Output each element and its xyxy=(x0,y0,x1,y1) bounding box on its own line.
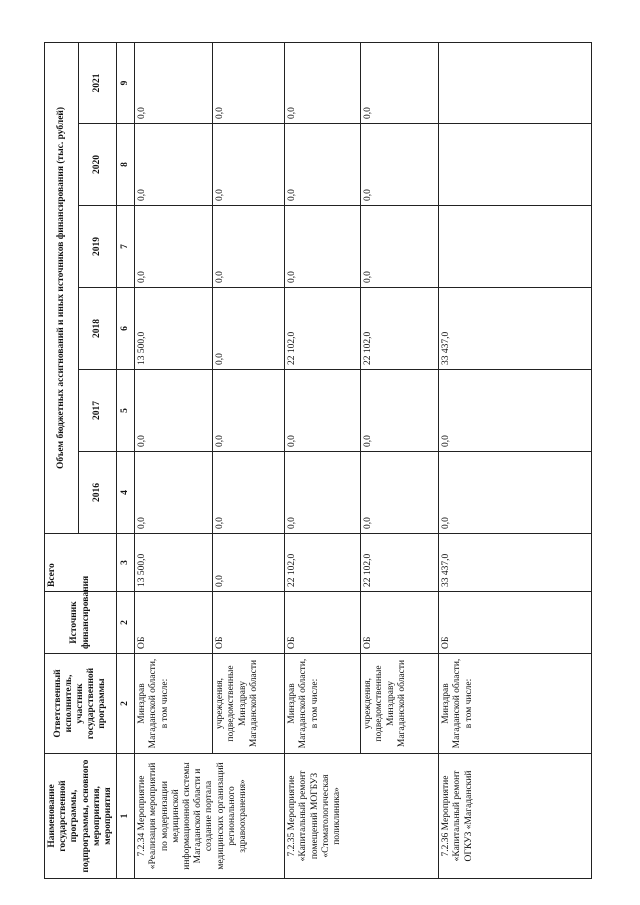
year-cell xyxy=(439,42,592,123)
header-executor: Ответственный исполнитель, участник государственной программы xyxy=(45,654,117,754)
year-cell xyxy=(439,206,592,288)
col-number: 5 xyxy=(117,370,135,452)
executor-cell: Минздрав Магаданской области, в том числе: xyxy=(439,654,592,754)
year-cell xyxy=(439,124,592,206)
year-cell: 0,0 xyxy=(213,452,285,534)
year-cell: 0,0 xyxy=(361,42,439,123)
year-cell: 0,0 xyxy=(213,42,285,123)
total-cell: 13 500,0 xyxy=(135,534,213,592)
measure-name: 7.2.35 Мероприятие «Капитальный ремонт помещений МОГБУЗ «Стоматологическая поликлиника» xyxy=(285,754,439,879)
executor-cell: учреждения, подведомственные Минздраву Магаданской области xyxy=(361,654,439,754)
source-cell: ОБ xyxy=(361,592,439,654)
table-row xyxy=(213,42,285,878)
source-cell: ОБ xyxy=(213,592,285,654)
col-number: 2 xyxy=(117,654,135,754)
rotated-page xyxy=(44,43,592,879)
year-cell: 0,0 xyxy=(285,452,361,534)
year-cell: 0,0 xyxy=(213,206,285,288)
table-row xyxy=(135,42,213,878)
header-budget-group: Объем бюджетных ассигнований и иных источников финансирования (тыс. рублей) xyxy=(45,42,79,533)
table-row xyxy=(361,42,439,878)
year-cell: 0,0 xyxy=(439,370,592,452)
year-cell: 0,0 xyxy=(213,124,285,206)
table-row xyxy=(285,42,361,878)
header-year: 2017 xyxy=(79,370,117,452)
year-cell: 0,0 xyxy=(439,452,592,534)
year-cell: 0,0 xyxy=(361,452,439,534)
year-cell: 0,0 xyxy=(135,206,213,288)
header-year: 2016 xyxy=(79,452,117,534)
year-cell: 0,0 xyxy=(285,124,361,206)
year-cell: 0,0 xyxy=(361,206,439,288)
col-number: 6 xyxy=(117,288,135,370)
source-cell: ОБ xyxy=(439,592,592,654)
executor-cell: Минздрав Магаданской области, в том числе: xyxy=(135,654,213,754)
total-cell: 22 102,0 xyxy=(361,534,439,592)
year-cell: 0,0 xyxy=(285,206,361,288)
year-cell: 0,0 xyxy=(213,370,285,452)
table-row xyxy=(439,42,592,878)
source-cell: ОБ xyxy=(135,592,213,654)
year-cell: 0,0 xyxy=(135,370,213,452)
year-cell: 0,0 xyxy=(213,288,285,370)
header-source: Источник финансирования xyxy=(45,592,117,654)
col-number: 2 xyxy=(117,592,135,654)
col-number: 8 xyxy=(117,124,135,206)
year-cell: 33 437,0 xyxy=(439,288,592,370)
year-cell: 0,0 xyxy=(285,370,361,452)
year-cell: 0,0 xyxy=(135,452,213,534)
year-cell: 0,0 xyxy=(361,124,439,206)
year-cell: 22 102,0 xyxy=(285,288,361,370)
col-number: 4 xyxy=(117,452,135,534)
total-cell: 0,0 xyxy=(213,534,285,592)
header-year: 2021 xyxy=(79,42,117,123)
executor-cell: Минздрав Магаданской области, в том числе: xyxy=(285,654,361,754)
header-name: Наименование государственной программы, подпрограммы, основного мероприятия, мероприятия xyxy=(45,754,117,879)
header-year: 2018 xyxy=(79,288,117,370)
executor-cell: учреждения, подведомственные Минздраву Магаданской области xyxy=(213,654,285,754)
year-cell: 0,0 xyxy=(135,42,213,123)
col-number: 1 xyxy=(117,754,135,879)
total-cell: 22 102,0 xyxy=(285,534,361,592)
year-cell: 0,0 xyxy=(285,42,361,123)
header-total: Всего xyxy=(45,534,117,592)
year-cell: 22 102,0 xyxy=(361,288,439,370)
year-cell: 0,0 xyxy=(361,370,439,452)
col-number: 7 xyxy=(117,206,135,288)
source-cell: ОБ xyxy=(285,592,361,654)
header-year: 2020 xyxy=(79,124,117,206)
measure-name: 7.2.36 Мероприятие «Капитальный ремонт ОГКУЗ «Магаданский xyxy=(439,754,592,879)
col-number: 3 xyxy=(117,534,135,592)
col-number: 9 xyxy=(117,42,135,123)
year-cell: 13 500,0 xyxy=(135,288,213,370)
year-cell: 0,0 xyxy=(135,124,213,206)
budget-table xyxy=(44,42,592,879)
header-year: 2019 xyxy=(79,206,117,288)
measure-name: 7.2.34 Мероприятие «Реализация мероприятий по модернизации медицинской информационной системы Магаданской области и создание портала медицинских организаций регионального здравоохранения» xyxy=(135,754,285,879)
total-cell: 33 437,0 xyxy=(439,534,592,592)
